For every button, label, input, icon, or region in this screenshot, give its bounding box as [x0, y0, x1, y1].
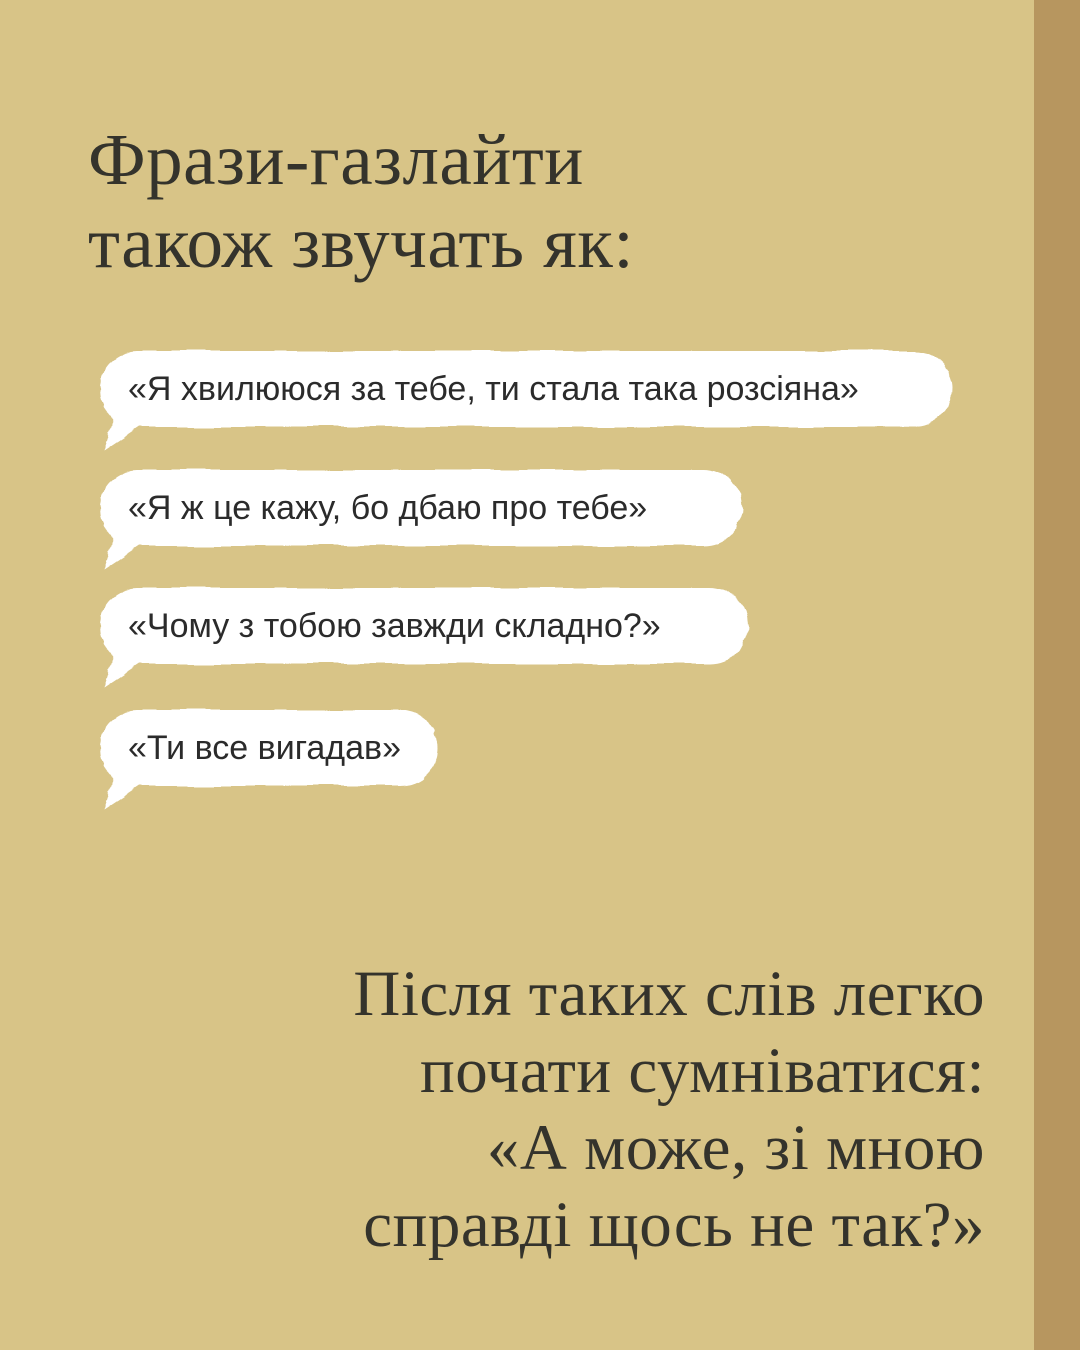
- footer-line2: почати сумніватися:: [419, 1035, 985, 1107]
- bubble-text: «Чому з тобою завжди складно?»: [128, 606, 661, 645]
- bubble-tail: [104, 774, 158, 810]
- footer-line4: справді щось не так?»: [363, 1189, 985, 1261]
- footer-quote: [105, 956, 985, 1264]
- bubble-tail: [104, 534, 158, 570]
- speech-bubble-3: [100, 588, 748, 664]
- footer-line1: Після таких слів легко: [353, 958, 985, 1030]
- page-title-line1: Фрази-газлайти: [88, 119, 584, 200]
- bubble-text: «Я хвилююся за тебе, ти стала така розсіяна»: [128, 369, 859, 408]
- page-title: [88, 118, 634, 284]
- footer-line3: «А може, зі мною: [486, 1112, 985, 1184]
- bubble-tail: [104, 652, 158, 688]
- speech-bubble-4: [100, 710, 438, 786]
- bubble-tail: [104, 415, 158, 451]
- bubble-text: «Я ж це кажу, бо дбаю про тебе»: [128, 488, 648, 527]
- right-accent-strip: [1034, 0, 1080, 1350]
- bubble-text: «Ти все вигадав»: [128, 728, 401, 767]
- speech-bubble-1: [100, 351, 952, 427]
- page-title-line2: також звучать як:: [88, 202, 635, 283]
- speech-bubble-2: [100, 470, 742, 546]
